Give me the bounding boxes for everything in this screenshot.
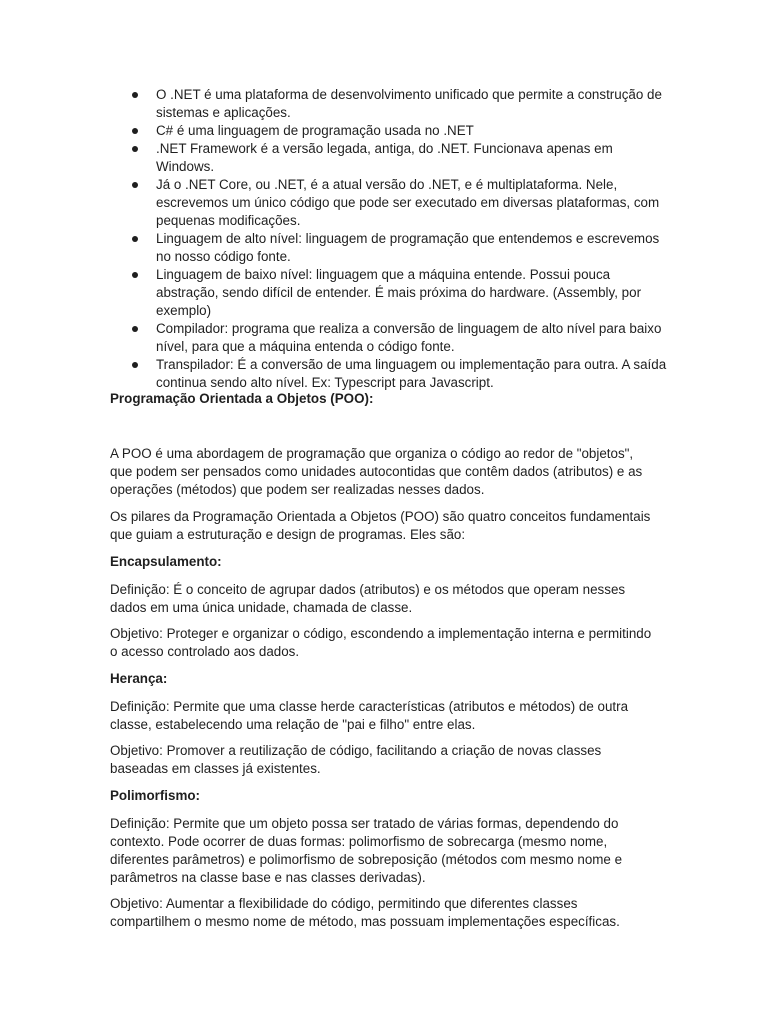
bullet-item: O .NET é uma plataforma de desenvolvimento unificado que permite a construção de sistemas e aplicações. [110,86,670,122]
poo-pilares-paragraph: Os pilares da Programação Orientada a Objetos (POO) são quatro conceitos fundamentais que guiam a estruturação e design de programas. Eles são: [110,509,651,542]
polimorfismo-objetivo: Objetivo: Aumentar a flexibilidade do código, permitindo que diferentes classes compartilhem o mesmo nome de método, mas possuam implementações específicas. [110,896,620,929]
heranca-heading: Herança: [110,671,168,686]
heranca-definicao: Definição: Permite que uma classe herde características (atributos e métodos) de outra classe, estabelecendo uma relação de "pai e filho" entre elas. [110,699,629,732]
encapsulamento-heading: Encapsulamento: [110,554,222,569]
poo-intro-paragraph: A POO é uma abordagem de programação que organiza o código ao redor de "objetos", que podem ser pensados como unidades autocontidas que contêm dados (atributos) e as operações (métodos) que podem ser realizadas nesses dados. [110,446,643,497]
polimorfismo-heading: Polimorfismo: [110,788,201,803]
dotnet-bullet-list [110,86,670,392]
bullet-item: Linguagem de baixo nível: linguagem que a máquina entende. Possui pouca abstração, sendo difícil de entender. É mais próxima do hardware. (Assembly, por exemplo) [110,266,670,320]
bullet-item: Compilador: programa que realiza a conversão de linguagem de alto nível para baixo nível, para que a máquina entenda o código fonte. [110,320,670,356]
encapsulamento-definicao: Definição: É o conceito de agrupar dados (atributos) e os métodos que operam nesses dados em uma única unidade, chamada de classe. [110,582,626,615]
bullet-item: Transpilador: É a conversão de uma linguagem ou implementação para outra. A saída continua sendo alto nível. Ex: Typescript para Javascript. [110,356,670,392]
heranca-objetivo: Objetivo: Promover a reutilização de código, facilitando a criação de novas classes baseadas em classes já existentes. [110,743,602,776]
bullet-item: C# é uma linguagem de programação usada no .NET [110,122,670,140]
polimorfismo-definicao: Definição: Permite que um objeto possa ser tratado de várias formas, dependendo do contexto. Pode ocorrer de duas formas: polimorfismo de sobrecarga (mesmo nome, diferentes parâmetros) e polimorfismo de sobreposição (métodos com mesmo nome e parâmetros na classe base e nas classes derivadas). [110,816,623,885]
bullet-item: Linguagem de alto nível: linguagem de programação que entendemos e escrevemos no nosso código fonte. [110,230,670,266]
bullet-item: .NET Framework é a versão legada, antiga, do .NET. Funcionava apenas em Windows. [110,140,670,176]
poo-heading: Programação Orientada a Objetos (POO): [110,391,374,406]
encapsulamento-objetivo: Objetivo: Proteger e organizar o código, escondendo a implementação interna e permitindo o acesso controlado aos dados. [110,626,652,659]
bullet-item: Já o .NET Core, ou .NET, é a atual versão do .NET, e é multiplataforma. Nele, escrevemos um único código que pode ser executado em diversas plataformas, com pequenas modificações. [110,176,670,230]
